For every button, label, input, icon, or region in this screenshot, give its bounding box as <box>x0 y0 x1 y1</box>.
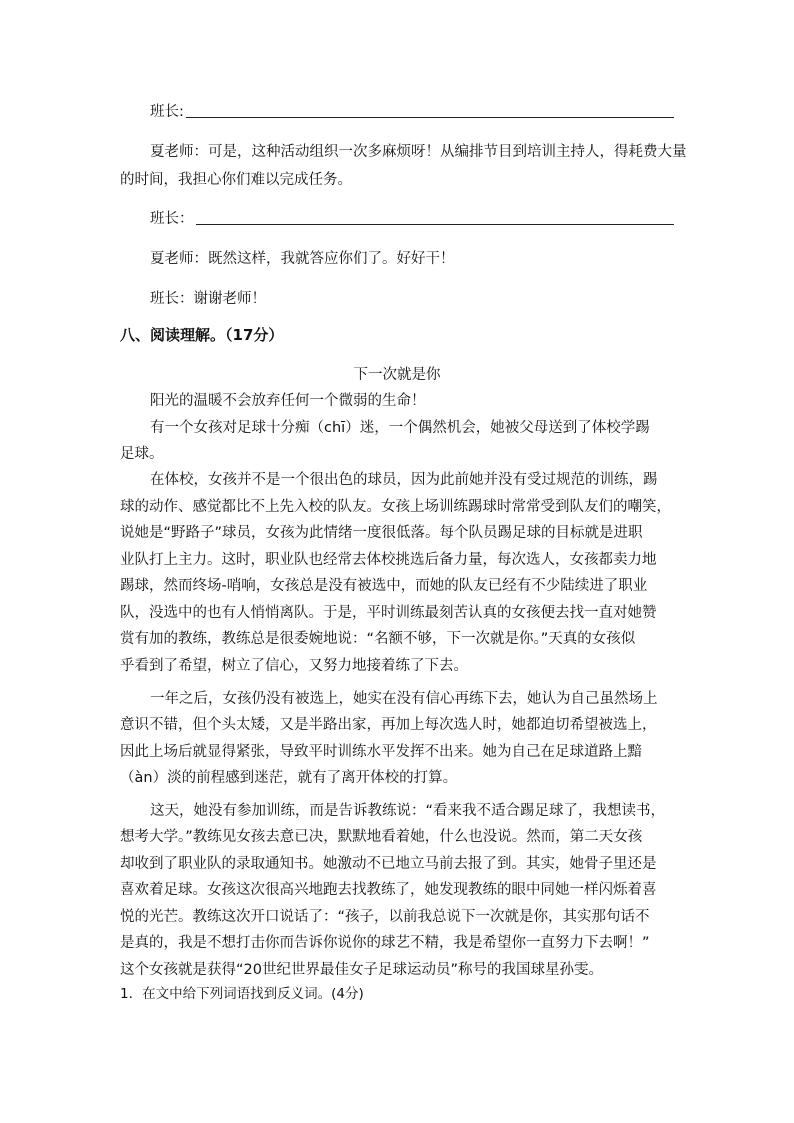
story-line: 意识不错，但个头太矮，又是半路出家，再加上每次选人时，她都迫切希望被选上， <box>120 717 657 733</box>
story-line: 喜欢着足球。女孩这次很高兴地跑去找教练了，她发现教练的眼中同她一样闪烁着喜 <box>120 882 657 898</box>
story-line: 队，没选中的也有人悄悄离队。于是，平时训练最刻苦认真的女孩便去找一直对她赞 <box>120 605 657 621</box>
story-line: 说她是“野路子”球员，女孩为此情绪一度很低落。每个队员踢足球的目标就是进职 <box>120 525 643 541</box>
story-line: 业队打上主力。这时，职业队也经常去体校挑选后备力量，每次选人，女孩都卖力地 <box>120 552 657 568</box>
teacher-line: 的时间，我担心你们难以完成任务。 <box>120 172 352 188</box>
story-line: 球的动作、感觉都比不上先入校的队友。女孩上场训练踢球时常常受到队友们的嘲笑， <box>120 499 671 515</box>
story-line: 因此上场后就显得紧张，导致平时训练水平发挥不出来。她为自己在足球道路上黯 <box>120 744 642 760</box>
story-line: 踢球，然而终场-哨响，女孩总是没有被选中，而她的队友已经有不少陆续进了职业 <box>120 578 648 594</box>
monitor-blank-row-2 <box>150 208 674 228</box>
monitor-label: 班长: <box>150 104 184 120</box>
story-line: 是真的，我是不想打击你而告诉你说你的球艺不精，我是希望你一直努力下去啊！” <box>120 935 650 951</box>
story-line: 想考大学。”教练见女孩去意已决，默默地看着她，什么也没说。然而，第二天女孩 <box>120 829 643 845</box>
story-line: 一年之后，女孩仍没有被选上，她实在没有信心再练下去，她认为自己虽然场上 <box>150 691 658 707</box>
answer-blank-line[interactable] <box>186 116 674 118</box>
story-line: 赏有加的教练，教练总是很委婉地说：“名额不够，下一次就是你。”天真的女孩似 <box>120 631 636 647</box>
story-line: 阳光的温暖不会放弃任何一个微弱的生命！ <box>150 393 426 409</box>
answer-blank-line[interactable] <box>196 223 675 225</box>
monitor-blank-row-1 <box>150 101 674 121</box>
story-line: 在体校，女孩并不是一个很出色的球员，因为此前她并没有受过规范的训练，踢 <box>150 472 658 488</box>
question-1: 1．在文中给下列词语找到反义词。(4分) <box>120 986 364 1002</box>
story-line: 却收到了职业队的录取通知书。她激动不已地立马前去报了到。其实，她骨子里还是 <box>120 856 657 872</box>
monitor-line: 班长：谢谢老师！ <box>150 291 266 307</box>
story-line: 乎看到了希望，树立了信心，又努力地接着练了下去。 <box>120 658 468 674</box>
story-line: 这个女孩就是获得“20世纪世界最佳女子足球运动员”称号的我国球星孙雯。 <box>120 962 603 978</box>
section-title: 八、阅读理解。（17分） <box>120 326 284 344</box>
teacher-line: 夏老师：既然这样，我就答应你们了。好好干！ <box>150 251 455 267</box>
teacher-line: 夏老师：可是，这种活动组织一次多麻烦呀！从编排节目到培训主持人，得耗费大量 <box>150 144 687 160</box>
story-line: 这天，她没有参加训练，而是告诉教练说：“看来我不适合踢足球了，我想读书， <box>150 803 666 819</box>
story-line: 足球。 <box>120 446 164 462</box>
monitor-label: 班长： <box>150 211 194 227</box>
story-line: （àn）淡的前程感到迷茫，就有了离开体校的打算。 <box>120 770 458 786</box>
story-title: 下一次就是你 <box>353 367 441 383</box>
story-line: 有一个女孩对足球十分痴（chī）迷，一个偶然机会，她被父母送到了体校学踢 <box>150 420 650 436</box>
story-line: 悦的光芒。教练这次开口说话了：“孩子，以前我总说下一次就是你，其实那句话不 <box>120 909 650 925</box>
